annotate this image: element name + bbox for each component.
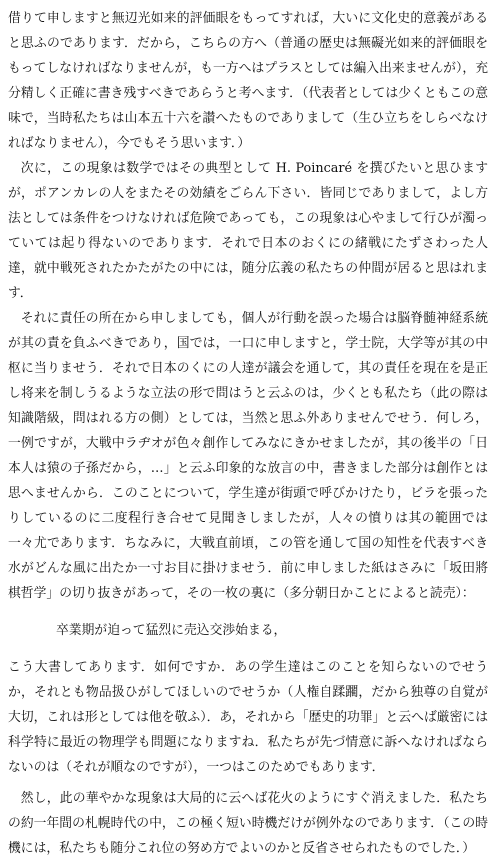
- paragraph-2: 次に，この現象は数学ではその典型として H. Poincaré を撰びたいと思ひますが，ポアンカレの人をまたその効績をごらん下さい．皆同じでありまして，よし方法としては条件をつけなければ危険であっても，この現象は心やまして行ひが濁っていては起り得ないのであります．それで日本のおくにの緒戦にたずさわった人達，就中戦死されたかたがたの中には，随分広義の私たちの仲間が居ると思はれます．: [8, 161, 489, 301]
- paragraph-1: 借りて申しますと無辺光如来的評価眼をもってすれば，大いに文化史的意義があると思ふのであります．だから，こちらの方へ（普通の歴史は無礙光如来的評価眼をもってしなければなりませんが，も一方へはプラスとしては編入出来ませんが），充分精しく正確に書き残すべきであらうと考へます．（代表者としては少くともこの意味で，当時私たちは山本五十六を讃へたものでありまして（生ひ立ちをしらべなければなりません），今でもそう思います．）: [8, 11, 488, 151]
- paragraph-4: こう大書してあります．如何ですか．あの学生達はこのことを知らないのでせうか，それとも物品扱ひがしてほしいのでせうか（人権自蹂躙，だから独尊の自覚が大切，これは形としては他を敬ふ）．あ，それから「歴史的功罪」と云へば厳密には科学特に最近の物理学も問題になりますね．私たちが先づ情意に訴へなければならないのは（それが順なのですが），一つはこのためでもあります．: [8, 660, 489, 775]
- document-page: [8, 6, 488, 861]
- block-quote: 卒業期が迫って猛烈に売込交渉始まる，: [56, 623, 287, 638]
- paragraph-3: それに責任の所在から申しましても，個人が行動を誤った場合は脳脊髄神経系統が其の責を負ふべきであり，国では，一口に申しますと，学士院，大学等が其の中枢に当りませう．それで日本のくにの人達が議会を通して，其の責任を現在を是正し将来を制しうるような立法の形で問はうと云ふのは，少くとも私たち（此の際は知識階級，問はれる方の側）としては，当然と思ふ外ありませんでせう．何しろ，一例ですが，大戦中ラヂオが色々創作してみなにきかせましたが，其の後半の「日本人は猿の子孫だから，…」と云ふ印象的な放言の中，書きました部分は創作とは思へませんから．このことについて，学生達が街頭で呼びかけたり，ビラを張ったりしているのに二度程行き合せて見聞きしましたが，人々の憤りは其の範囲では一々尤であります．ちなみに，大戦直前頃，この管を通して国の知性を代表すべき水がどんな風に出たか一寸お目に掛けませう．前に申しました紙はさみに「坂田將棋哲学」の切り抜きがあって，その一枚の裏に（多分朝日かことによると読売）：: [8, 311, 489, 601]
- paragraph-5: 然し，此の華やかな現象は大局的に云へば花火のようにすぐ消えました．私たちの約一年間の札幌時代の中，この極く短い時機だけが例外なのであります．（この時機には，私たちも随分これ位の努め方でよいのかと反省させられたものでした．）: [8, 791, 488, 856]
